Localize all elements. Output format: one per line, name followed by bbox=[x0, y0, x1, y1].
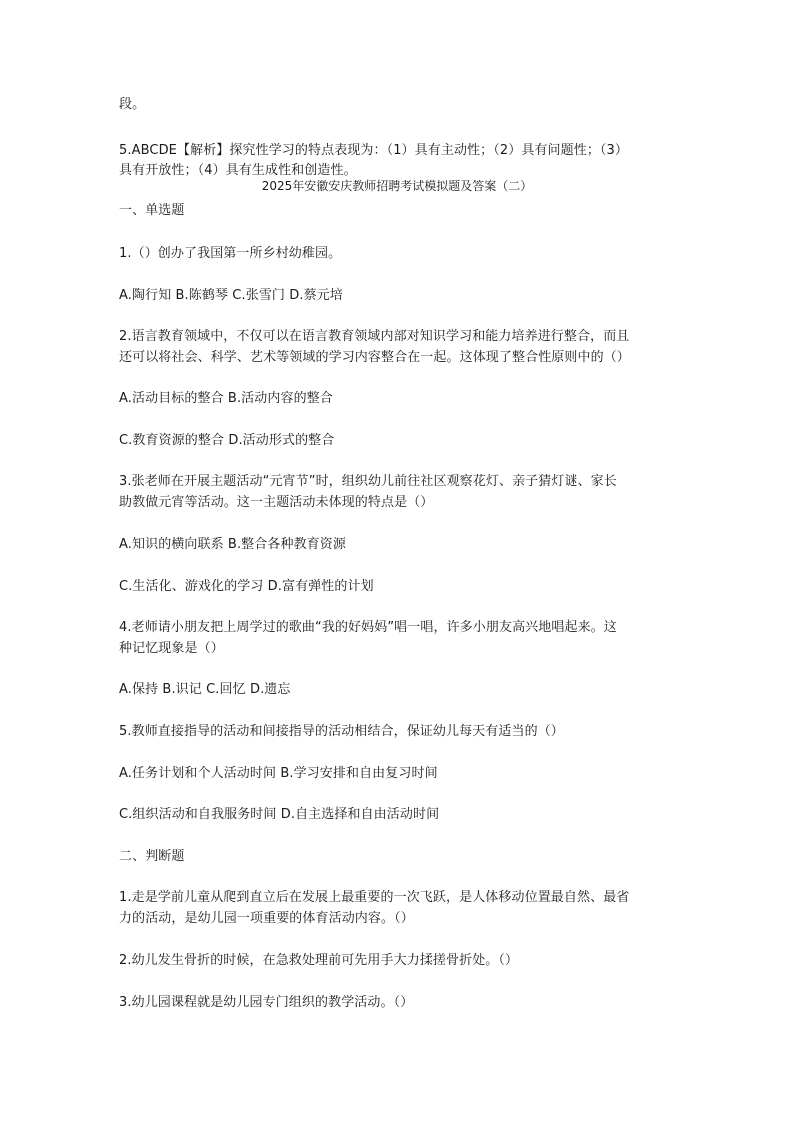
q5-stem: 5.教师直接指导的活动和间接指导的活动相结合，保证幼儿每天有适当的（） bbox=[119, 724, 564, 739]
prev-answer-line2: 具有开放性；（4）具有生成性和创造性。 bbox=[119, 163, 357, 178]
judge-q1-line1: 1.走是学前儿童从爬到直立后在发展上最重要的一次飞跃，是人体移动位置最自然、最省 bbox=[119, 890, 630, 905]
q3-stem-line2: 助教做元宵等活动。这一主题活动未体现的特点是（） bbox=[119, 495, 434, 510]
judge-q2-line1: 2.幼儿发生骨折的时候，在急救处理前可先用手大力揉搓骨折处。（） bbox=[119, 953, 519, 968]
q4-stem-line2: 种记忆现象是（） bbox=[119, 641, 224, 656]
q2-stem-line1: 2.语言教育领域中，不仅可以在语言教育领域内部对知识学习和能力培养进行整合，而且 bbox=[119, 329, 630, 344]
q3-options-line2: C.生活化、游戏化的学习 D.富有弹性的计划 bbox=[119, 579, 374, 594]
judge-q3-line1: 3.幼儿园课程就是幼儿园专门组织的教学活动。（） bbox=[119, 995, 414, 1010]
q3-stem-line1: 3.张老师在开展主题活动“元宵节”时，组织幼儿前往社区观察花灯、亲子猜灯谜、家长 bbox=[119, 474, 617, 489]
q1-stem: 1.（）创办了我国第一所乡村幼稚园。 bbox=[119, 246, 342, 261]
judge-q1-line2: 力的活动，是幼儿园一项重要的体育活动内容。（） bbox=[119, 911, 414, 926]
q3-options-line1: A.知识的横向联系 B.整合各种教育资源 bbox=[119, 537, 346, 552]
section2-heading: 二、判断题 bbox=[119, 849, 185, 864]
q2-options-line1: A.活动目标的整合 B.活动内容的整合 bbox=[119, 391, 333, 406]
section1-heading: 一、单选题 bbox=[119, 203, 185, 218]
prev-answer-line1: 5.ABCDE【解析】探究性学习的特点表现为：（1）具有主动性；（2）具有问题性；（3） bbox=[119, 143, 629, 158]
q4-stem-line1: 4.老师请小朋友把上周学过的歌曲“我的好妈妈”唱一唱，许多小朋友高兴地唱起来。这 bbox=[119, 620, 617, 635]
document-title: 2025年安徽安庆教师招聘考试模拟题及答案（二） bbox=[261, 179, 533, 193]
q2-options-line2: C.教育资源的整合 D.活动形式的整合 bbox=[119, 433, 335, 448]
q1-options: A.陶行知 B.陈鹤琴 C.张雪门 D.蔡元培 bbox=[119, 288, 343, 303]
prev-section-tail: 段。 bbox=[119, 97, 146, 112]
q5-options-line1: A.任务计划和个人活动时间 B.学习安排和自由复习时间 bbox=[119, 766, 438, 781]
q2-stem-line2: 还可以将社会、科学、艺术等领域的学习内容整合在一起。这体现了整合性原则中的（） bbox=[119, 350, 630, 365]
q4-options: A.保持 B.识记 C.回忆 D.遗忘 bbox=[119, 682, 291, 697]
q5-options-line2: C.组织活动和自我服务时间 D.自主选择和自由活动时间 bbox=[119, 807, 440, 822]
